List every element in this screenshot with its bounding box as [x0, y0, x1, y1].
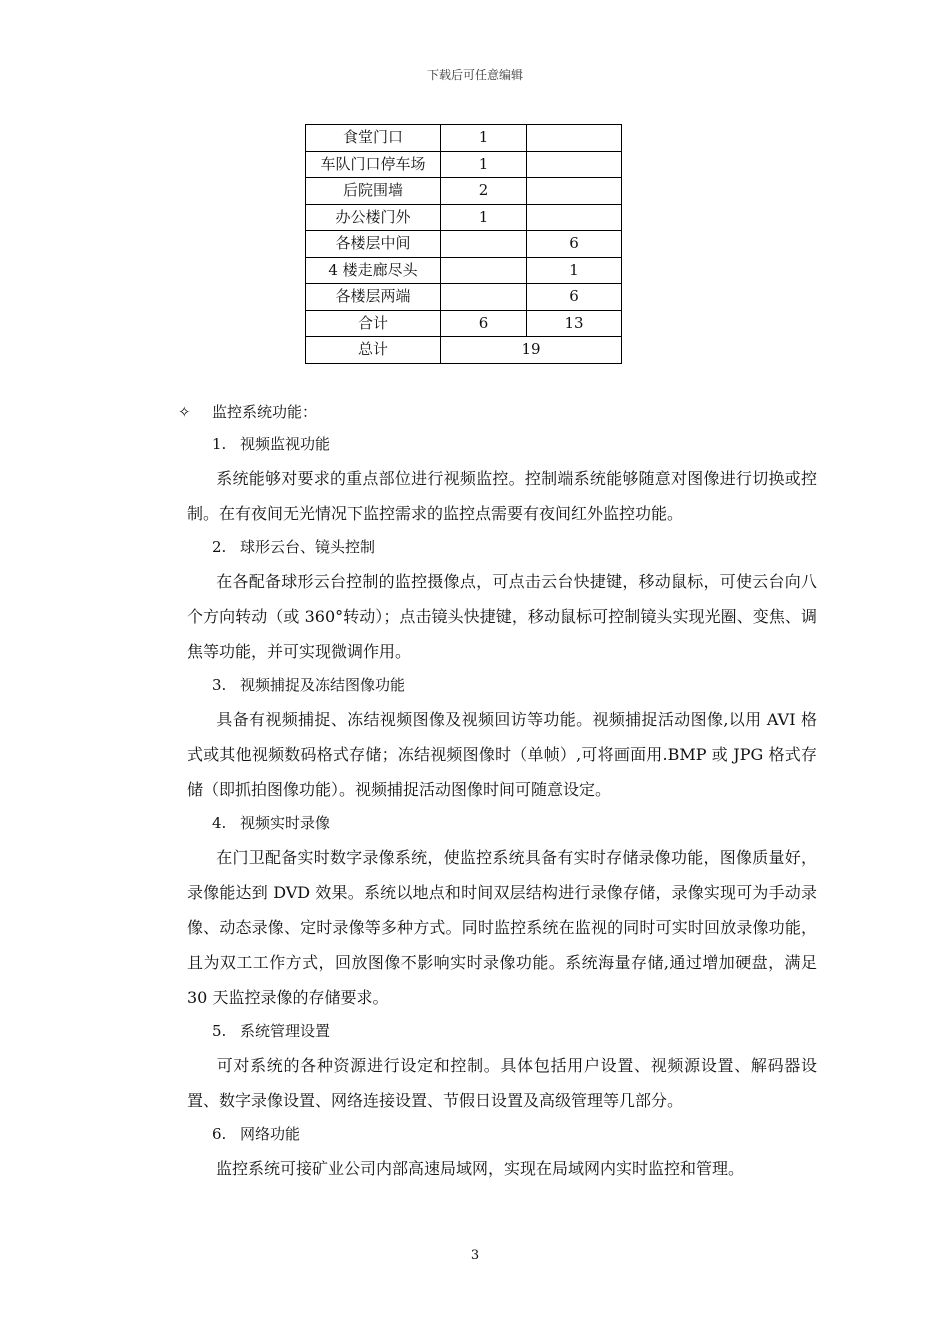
paragraph-text: 可对系统的各种资源进行设定和控制。具体包括用户设置、视频源设置、解码器设置、数字录像设置、网络连接设置、节假日设置及高级管理等几部分。: [187, 1056, 817, 1110]
item-heading: [187, 428, 817, 461]
table-cell: [441, 257, 527, 284]
item-heading: [187, 531, 817, 564]
table-cell: 6: [527, 284, 622, 311]
item-title: 视频实时录像: [240, 814, 331, 832]
table-cell: 4 楼走廊尽头: [306, 257, 441, 284]
section-heading: [178, 401, 317, 422]
item-number: 5.: [212, 1022, 227, 1040]
table-cell: 6: [441, 310, 527, 337]
table-row: [306, 125, 622, 152]
item-heading: [187, 1118, 817, 1151]
table-row: [306, 257, 622, 284]
page-header: 下载后可任意编辑: [426, 68, 523, 82]
table-cell: [441, 231, 527, 258]
table-cell: 办公楼门外: [306, 204, 441, 231]
table-row: [306, 204, 622, 231]
item-title: 系统管理设置: [240, 1022, 331, 1040]
table-cell: [441, 284, 527, 311]
item-paragraph: [187, 840, 817, 1015]
table-cell: 后院围墙: [306, 178, 441, 205]
item-paragraph: [187, 564, 817, 669]
table-row-subtotal: [306, 310, 622, 337]
camera-count-table: [305, 124, 622, 364]
item-paragraph: [187, 461, 817, 531]
table-cell: 各楼层两端: [306, 284, 441, 311]
table-cell: 食堂门口: [306, 125, 441, 152]
total-value: 19: [441, 337, 622, 364]
item-heading: [187, 1015, 817, 1048]
table-cell: 车队门口停车场: [306, 151, 441, 178]
table-cell: [527, 151, 622, 178]
paragraph-text: 在各配备球形云台控制的监控摄像点，可点击云台快捷键，移动鼠标，可使云台向八个方向转动（或 360°转动）；点击镜头快捷键，移动鼠标可控制镜头实现光圈、变焦、调焦等功能，并可实现微调作用。: [187, 572, 817, 661]
item-title: 网络功能: [240, 1125, 301, 1143]
item-heading: [187, 807, 817, 840]
item-title: 视频监视功能: [240, 435, 331, 453]
table-cell: 合计: [306, 310, 441, 337]
table-row: [306, 284, 622, 311]
item-paragraph: [187, 702, 817, 807]
section-title: 监控系统功能：: [212, 403, 318, 421]
table-cell: 13: [527, 310, 622, 337]
table-cell: 1: [527, 257, 622, 284]
item-title: 球形云台、镜头控制: [240, 538, 376, 556]
table-cell: [527, 125, 622, 152]
table-cell: 2: [441, 178, 527, 205]
page-number: 3: [470, 1248, 480, 1263]
item-title: 视频捕捉及冻结图像功能: [240, 676, 406, 694]
table-row: [306, 231, 622, 258]
paragraph-text: 在门卫配备实时数字录像系统，使监控系统具备有实时存储录像功能，图像质量好，录像能达到 DVD 效果。系统以地点和时间双层结构进行录像存储，录像实现可为手动录像、动态录像、定时录像等多种方式。同时监控系统在监视的同时可实时回放录像功能，且为双工工作方式，回放图像不影响实时录像功能。系统海量存储,通过增加硬盘，满足 30 天监控录像的存储要求。: [187, 848, 817, 1007]
total-label: 总计: [306, 337, 441, 364]
item-number: 6.: [212, 1125, 227, 1143]
table-cell: [527, 204, 622, 231]
table-row: [306, 151, 622, 178]
table-row-total: [306, 337, 622, 364]
item-number: 4.: [212, 814, 227, 832]
paragraph-text: 监控系统可接矿业公司内部高速局域网，实现在局域网内实时监控和管理。: [216, 1159, 745, 1178]
item-heading: [187, 669, 817, 702]
table-cell: 1: [441, 125, 527, 152]
table-cell: 1: [441, 151, 527, 178]
paragraph-text: 系统能够对要求的重点部位进行视频监控。控制端系统能够随意对图像进行切换或控制。在有夜间无光情况下监控需求的监控点需要有夜间红外监控功能。: [187, 469, 817, 523]
table-row: [306, 178, 622, 205]
item-number: 2.: [212, 538, 227, 556]
function-list: [187, 428, 817, 1186]
table-cell: [527, 178, 622, 205]
item-paragraph: [187, 1048, 817, 1118]
item-number: 1.: [212, 435, 227, 453]
diamond-bullet-icon: ✧: [178, 403, 191, 421]
table-cell: 1: [441, 204, 527, 231]
table-cell: 各楼层中间: [306, 231, 441, 258]
item-number: 3.: [212, 676, 227, 694]
paragraph-text: 具备有视频捕捉、冻结视频图像及视频回访等功能。视频捕捉活动图像,以用 AVI 格式或其他视频数码格式存储；冻结视频图像时（单帧）,可将画面用.BMP 或 JPG 格式存储（即抓拍图像功能）。视频捕捉活动图像时间可随意设定。: [187, 710, 817, 799]
item-paragraph: [187, 1151, 817, 1186]
table-cell: 6: [527, 231, 622, 258]
